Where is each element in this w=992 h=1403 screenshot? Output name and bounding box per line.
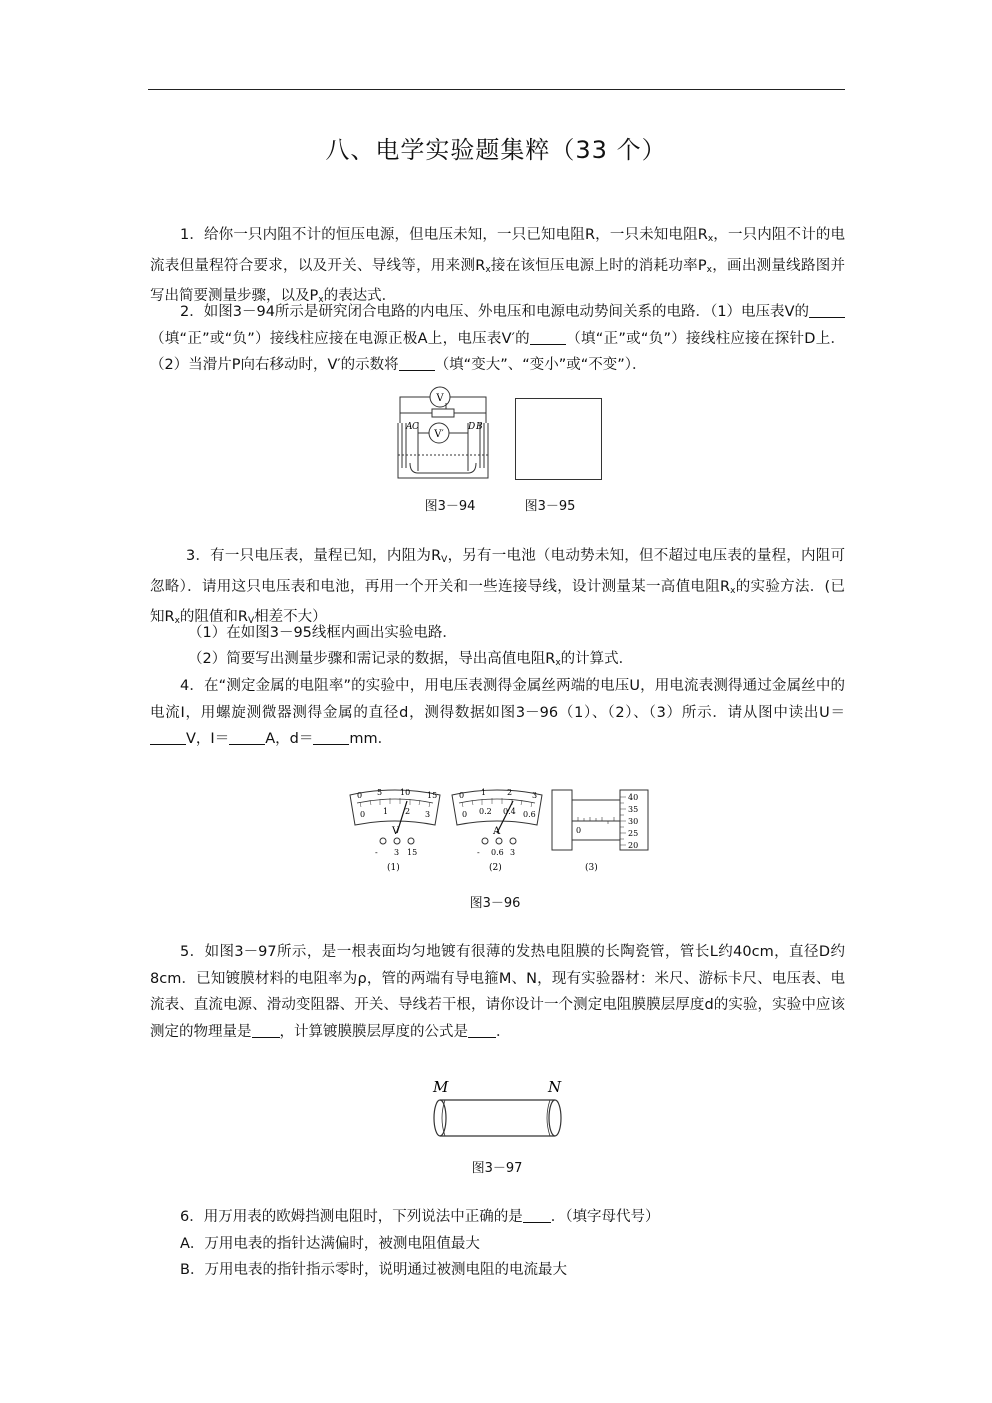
svg-text:2: 2: [507, 788, 513, 797]
svg-text:0.2: 0.2: [479, 807, 492, 816]
svg-text:1: 1: [481, 788, 487, 797]
figure-3-94: [388, 383, 498, 483]
question-2: 2．如图3－94所示是研究闭合电路的内电压、外电压和电源电动势间关系的电路．（1）电压表V的（填“正”或“负”）接线柱应接在电源正极A上，电压表V′的 （填“正”或“负”）接线柱应接在探针D上．（2）当滑片P向右移动时，V′的示数将 （填“变大”、“变小”或“不变”）．: [150, 304, 845, 373]
answer-blank: [523, 1208, 551, 1223]
svg-text:0: 0: [360, 810, 366, 819]
answer-blank: [809, 303, 845, 318]
question-4: 4．在“测定金属的电阻率”的实验中，用电压表测得金属丝两端的电压U，用电流表测得通过金属丝中的电流I，用螺旋测微器测得金属的直径d，测得数据如图3－96（1）、（2）、（3）所示．请从图中读出U＝V，I＝ A，d＝ mm．: [150, 678, 845, 747]
svg-text:35: 35: [628, 805, 639, 814]
svg-text:15: 15: [407, 848, 418, 857]
figure-3-97: [425, 1075, 575, 1145]
svg-text:3: 3: [532, 791, 538, 800]
svg-text:0: 0: [357, 791, 363, 800]
svg-text:A: A: [493, 826, 501, 837]
svg-text:(1): (1): [387, 863, 400, 873]
ammeter: [452, 788, 542, 873]
svg-text:0: 0: [462, 810, 468, 819]
label-v: V: [436, 393, 444, 404]
answer-blank: [530, 330, 566, 345]
svg-text:0: 0: [576, 826, 582, 835]
caption-3-94: 图3－94: [424, 499, 476, 514]
page-title: 八、电学实验题集粹（33 个）: [325, 136, 667, 164]
answer-blank: [150, 730, 186, 745]
svg-text:5: 5: [377, 788, 383, 797]
answer-blank: [252, 1023, 280, 1038]
answer-blank: [399, 356, 435, 371]
label-b: B: [476, 422, 483, 432]
svg-text:V: V: [392, 826, 400, 837]
svg-text:40: 40: [628, 793, 639, 802]
svg-text:(2): (2): [489, 863, 502, 873]
figure-3-96: [345, 785, 650, 880]
answer-blank: [468, 1023, 496, 1038]
question-3-step-2: （2）简要写出测量步骤和需记录的数据，导出高值电阻$R_x$的计算式．: [188, 651, 634, 668]
question-1: 1．给你一只内阻不计的恒压电源，但电压未知，一只已知电阻R，一只未知电阻$R_x$，一只内阻不计的电流表但量程符合要求，以及开关、导线等，用来测$R_x$接在该恒压电源上时的消耗功率$P_x$，画出测量线路图并写出简要测量步骤，以及$P_x$的表达式．: [150, 227, 846, 305]
svg-text:-: -: [477, 848, 480, 857]
question-6: 6．用万用表的欧姆挡测电阻时，下列说法中正确的是 ．（填字母代号）: [180, 1209, 660, 1225]
svg-text:(3): (3): [585, 863, 598, 873]
svg-text:10: 10: [400, 788, 411, 797]
figure-3-95-frame: [515, 398, 602, 480]
voltmeter: [350, 788, 440, 873]
question-3-step-1: （1）在如图3－95线框内画出实验电路．: [188, 625, 457, 641]
option-b: B．万用电表的指针指示零时，说明通过被测电阻的电流最大: [180, 1262, 567, 1278]
answer-blank: [229, 730, 265, 745]
caption-3-96: 图3－96: [469, 896, 521, 911]
svg-text:0: 0: [459, 791, 465, 800]
answer-blank: [313, 730, 349, 745]
label-n: N: [548, 1078, 562, 1096]
svg-text:2: 2: [405, 807, 411, 816]
svg-text:30: 30: [628, 817, 639, 826]
svg-text:-: -: [375, 848, 378, 857]
micrometer: [552, 790, 648, 873]
svg-text:0.6: 0.6: [523, 810, 536, 819]
label-d: D: [468, 422, 476, 432]
svg-text:3: 3: [394, 848, 400, 857]
caption-3-95: 图3－95: [524, 499, 576, 514]
svg-text:15: 15: [427, 791, 438, 800]
svg-text:25: 25: [628, 829, 639, 838]
label-a: A: [406, 422, 413, 432]
label-m: M: [433, 1078, 449, 1096]
svg-text:0.4: 0.4: [503, 807, 516, 816]
label-vprime: V′: [434, 429, 444, 440]
header-rule: [148, 89, 845, 90]
svg-text:3: 3: [510, 848, 516, 857]
svg-text:20: 20: [628, 841, 639, 850]
label-c: C: [412, 422, 419, 432]
svg-text:0.6: 0.6: [491, 848, 504, 857]
option-a: A．万用电表的指针达满偏时，被测电阻值最大: [180, 1236, 480, 1252]
question-5: 5．如图3－97所示，是一根表面均匀地镀有很薄的发热电阻膜的长陶瓷管，管长L约40cm，直径D约8cm．已知镀膜材料的电阻率为ρ，管的两端有导电箍M、N，现有实验器材：米尺、游标卡尺、电压表、电流表、直流电源、滑动变阻器、开关、导线若干根，请你设计一个测定电阻膜膜层厚度d的实验，实验中应该测定的物理量是 ，计算镀膜膜层厚度的公式是 ．: [150, 944, 845, 1040]
question-3: 3．有一只电压表，量程已知，内阻为$R_V$，另有一电池（电动势未知，但不超过电压表的量程，内阻可忽略）．请用这只电压表和电池，再用一个开关和一些连接导线，设计测量某一高值电阻$R_x$的实验方法．(已知$R_x$的阻值和$R_V$相差不大）: [150, 548, 845, 626]
svg-text:1: 1: [383, 807, 389, 816]
svg-text:3: 3: [425, 810, 431, 819]
caption-3-97: 图3－97: [471, 1161, 523, 1176]
